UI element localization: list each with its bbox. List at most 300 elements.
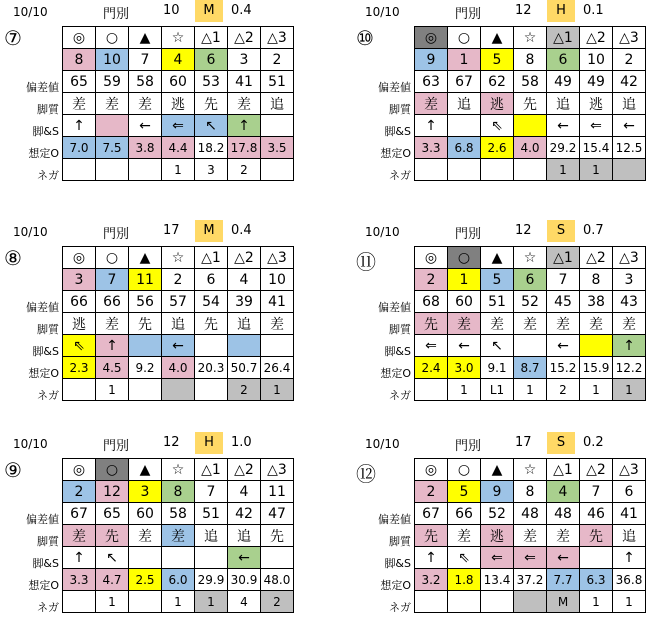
prediction-grid	[62, 458, 294, 613]
race-date: 10/10	[13, 437, 48, 451]
row-label: 想定O	[380, 579, 411, 592]
mark-row	[415, 247, 646, 269]
grid-cell: 3.8	[129, 137, 162, 159]
grid-cell: ☆	[162, 247, 195, 269]
grid-cell: 8.7	[514, 357, 547, 379]
grid-cell: 13.4	[481, 569, 514, 591]
grid-cell: 9.2	[129, 357, 162, 379]
grid-cell: 48	[547, 503, 580, 525]
grid-cell: 8	[580, 269, 613, 291]
grid-cell: 42	[613, 71, 646, 93]
grid-cell: 65	[96, 503, 129, 525]
grid-cell: 51	[195, 503, 228, 525]
grid-cell: ←	[547, 547, 580, 569]
grid-cell: ☆	[514, 459, 547, 481]
grid-cell: 先	[415, 313, 448, 335]
grid-cell: 6	[195, 269, 228, 291]
grid-cell: 1	[514, 379, 547, 401]
race-number: ⑪	[356, 250, 376, 274]
grid-cell: 9	[415, 49, 448, 71]
prediction-grid	[414, 246, 646, 401]
runner-count: 17	[163, 223, 180, 238]
race-panel	[2, 0, 322, 200]
grid-cell: ☆	[162, 27, 195, 49]
grid-cell: △2	[228, 27, 261, 49]
negative-row	[415, 591, 646, 613]
race-date: 10/10	[13, 225, 48, 239]
race-date: 10/10	[365, 225, 400, 239]
grid-cell: ↖	[195, 115, 228, 137]
grid-cell: 8	[514, 49, 547, 71]
grid-cell: 差	[580, 313, 613, 335]
grid-cell	[195, 335, 228, 357]
row-label: ネガ	[37, 389, 59, 402]
grid-cell: 1	[448, 49, 481, 71]
arrow-row	[63, 335, 294, 357]
grid-cell: 2	[415, 481, 448, 503]
venue-name: 門別	[455, 439, 482, 454]
row-label: 想定O	[380, 367, 411, 380]
horse-number-row	[415, 481, 646, 503]
index-value: 0.1	[583, 3, 604, 18]
grid-cell: 7	[129, 49, 162, 71]
grid-cell: 2	[162, 269, 195, 291]
odds-row	[63, 137, 294, 159]
grid-cell: 差	[228, 93, 261, 115]
grid-cell: L1	[481, 379, 514, 401]
class-badge: M	[195, 0, 223, 22]
grid-cell: 57	[162, 291, 195, 313]
grid-cell: △1	[195, 459, 228, 481]
grid-cell: △1	[547, 247, 580, 269]
grid-cell: 4	[228, 481, 261, 503]
panel-header	[354, 220, 662, 242]
grid-cell: 追	[228, 313, 261, 335]
grid-cell	[448, 115, 481, 137]
grid-cell: 逃	[580, 93, 613, 115]
grid-cell: 1	[195, 591, 228, 613]
row-labels	[354, 77, 414, 187]
running-style-row	[415, 313, 646, 335]
score-row	[415, 291, 646, 313]
mark-row	[415, 459, 646, 481]
row-label: 想定O	[380, 147, 411, 160]
grid-cell: △1	[547, 459, 580, 481]
grid-cell: 68	[415, 291, 448, 313]
odds-row	[63, 569, 294, 591]
mark-row	[63, 27, 294, 49]
grid-cell: 48	[514, 503, 547, 525]
grid-cell: ◎	[415, 27, 448, 49]
grid-cell: 追	[162, 313, 195, 335]
negative-row	[63, 159, 294, 181]
grid-cell: 42	[228, 503, 261, 525]
race-date: 10/10	[365, 437, 400, 451]
grid-cell	[96, 115, 129, 137]
runner-count: 12	[163, 435, 180, 450]
grid-cell: 1	[448, 379, 481, 401]
arrow-row	[63, 115, 294, 137]
grid-cell: 1	[613, 379, 646, 401]
grid-cell: 7.7	[547, 569, 580, 591]
grid-cell: △2	[580, 247, 613, 269]
grid-cell	[129, 547, 162, 569]
grid-cell: ◎	[415, 247, 448, 269]
grid-cell	[162, 379, 195, 401]
grid-cell: 2	[415, 269, 448, 291]
grid-cell: 15.9	[580, 357, 613, 379]
horse-number-row	[63, 269, 294, 291]
grid-cell: 8	[63, 49, 96, 71]
race-number: ⑫	[356, 462, 376, 486]
score-row	[63, 71, 294, 93]
grid-cell	[613, 159, 646, 181]
grid-cell: 差	[448, 313, 481, 335]
grid-cell: 3	[228, 49, 261, 71]
running-style-row	[63, 525, 294, 547]
grid-cell: ⇖	[63, 335, 96, 357]
grid-cell: ○	[448, 27, 481, 49]
grid-cell: 先	[195, 313, 228, 335]
row-labels	[2, 77, 62, 187]
grid-cell: 差	[129, 525, 162, 547]
grid-cell: 2.6	[481, 137, 514, 159]
grid-cell: 53	[195, 71, 228, 93]
grid-cell: 差	[63, 525, 96, 547]
grid-cell: 追	[228, 525, 261, 547]
grid-cell: 4.0	[162, 357, 195, 379]
grid-cell: 3	[63, 269, 96, 291]
grid-cell: ⇖	[481, 115, 514, 137]
grid-cell	[261, 335, 294, 357]
grid-cell: 2.4	[415, 357, 448, 379]
grid-cell: 66	[63, 291, 96, 313]
running-style-row	[63, 93, 294, 115]
venue-name: 門別	[103, 439, 130, 454]
grid-cell: 51	[481, 291, 514, 313]
row-labels	[2, 297, 62, 407]
grid-cell: 1	[261, 379, 294, 401]
grid-cell: 差	[613, 313, 646, 335]
grid-cell	[481, 159, 514, 181]
row-label: 脚&S	[384, 557, 411, 570]
class-badge: H	[195, 432, 223, 454]
grid-cell: 差	[129, 93, 162, 115]
grid-cell: △3	[261, 247, 294, 269]
grid-cell: ↑	[63, 547, 96, 569]
grid-cell: 5	[448, 481, 481, 503]
row-label: 偏差値	[378, 513, 411, 526]
grid-cell: 39	[228, 291, 261, 313]
grid-cell: 差	[481, 313, 514, 335]
grid-cell: 1	[96, 591, 129, 613]
grid-cell: 60	[129, 503, 162, 525]
grid-cell: 6.3	[580, 569, 613, 591]
row-label: 脚&S	[32, 125, 59, 138]
panel-header	[354, 0, 662, 22]
runner-count: 12	[515, 3, 532, 18]
grid-cell: 2	[613, 49, 646, 71]
row-label: 偏差値	[26, 81, 59, 94]
grid-cell: M	[547, 591, 580, 613]
horse-number-row	[63, 49, 294, 71]
arrow-row	[415, 547, 646, 569]
grid-cell: 7	[547, 269, 580, 291]
runner-count: 12	[515, 223, 532, 238]
race-number: ⑦	[4, 26, 22, 50]
grid-cell: ⇐	[580, 115, 613, 137]
grid-cell: 10	[580, 49, 613, 71]
grid-cell: 15.2	[547, 357, 580, 379]
grid-cell	[448, 591, 481, 613]
grid-cell: 12	[96, 481, 129, 503]
race-number: ⑩	[356, 26, 374, 50]
grid-cell: ◎	[415, 459, 448, 481]
grid-cell: ←	[613, 115, 646, 137]
grid-cell: 1	[580, 379, 613, 401]
grid-cell: 10	[261, 269, 294, 291]
grid-cell: ↑	[415, 115, 448, 137]
row-label: ネガ	[389, 601, 411, 614]
index-value: 0.4	[231, 223, 252, 238]
row-label: 脚質	[37, 103, 59, 116]
grid-cell: 4.5	[96, 357, 129, 379]
grid-cell	[261, 547, 294, 569]
grid-cell: 4.4	[162, 137, 195, 159]
score-row	[63, 291, 294, 313]
grid-cell: 12.2	[613, 357, 646, 379]
grid-cell: ☆	[162, 459, 195, 481]
grid-cell: 66	[96, 291, 129, 313]
grid-cell: ⇐	[514, 547, 547, 569]
grid-cell: △1	[195, 247, 228, 269]
odds-row	[415, 137, 646, 159]
venue-name: 門別	[455, 227, 482, 242]
grid-cell	[129, 591, 162, 613]
grid-cell: 7	[580, 481, 613, 503]
grid-cell: 59	[96, 71, 129, 93]
grid-cell: △1	[547, 27, 580, 49]
panel-header	[354, 432, 662, 454]
grid-cell: 58	[514, 71, 547, 93]
grid-cell: ▲	[129, 27, 162, 49]
grid-cell: 差	[514, 525, 547, 547]
grid-cell: 3.3	[415, 137, 448, 159]
grid-cell: ↑	[228, 115, 261, 137]
grid-cell	[195, 379, 228, 401]
grid-cell: 2	[228, 159, 261, 181]
grid-cell: 先	[96, 525, 129, 547]
race-panel	[2, 220, 322, 420]
grid-cell: △2	[228, 459, 261, 481]
grid-cell: 36.8	[613, 569, 646, 591]
grid-cell: 56	[129, 291, 162, 313]
race-number: ⑧	[4, 246, 22, 270]
row-label: 脚質	[389, 535, 411, 548]
row-label: ネガ	[37, 601, 59, 614]
grid-cell	[415, 379, 448, 401]
row-label: 想定O	[28, 147, 59, 160]
grid-cell: 18.2	[195, 137, 228, 159]
grid-cell: ○	[96, 459, 129, 481]
grid-cell: 1	[547, 159, 580, 181]
grid-cell: 9.1	[481, 357, 514, 379]
grid-cell: 52	[481, 503, 514, 525]
grid-cell: ←	[547, 335, 580, 357]
race-date: 10/10	[13, 5, 48, 19]
grid-cell	[96, 159, 129, 181]
grid-cell: 54	[195, 291, 228, 313]
grid-cell: 8	[514, 481, 547, 503]
row-labels	[354, 509, 414, 619]
grid-cell: 4.7	[96, 569, 129, 591]
grid-cell: 67	[448, 71, 481, 93]
grid-cell: 62	[481, 71, 514, 93]
running-style-row	[63, 313, 294, 335]
grid-cell: 6	[613, 481, 646, 503]
race-date: 10/10	[365, 5, 400, 19]
grid-cell	[514, 591, 547, 613]
grid-cell: 3.0	[448, 357, 481, 379]
negative-row	[63, 591, 294, 613]
grid-cell: △1	[195, 27, 228, 49]
grid-cell: 9	[481, 481, 514, 503]
grid-cell	[195, 547, 228, 569]
grid-cell: 3	[195, 159, 228, 181]
grid-cell: 8	[162, 481, 195, 503]
panel-header	[2, 220, 322, 242]
index-value: 0.2	[583, 435, 604, 450]
grid-cell: 逃	[481, 525, 514, 547]
grid-cell: 差	[261, 313, 294, 335]
grid-cell: 11	[129, 269, 162, 291]
grid-cell: 6.8	[448, 137, 481, 159]
grid-cell: ○	[96, 27, 129, 49]
row-labels	[354, 297, 414, 407]
grid-cell	[448, 159, 481, 181]
grid-cell: ▲	[481, 247, 514, 269]
arrow-row	[415, 115, 646, 137]
row-label: 想定O	[28, 579, 59, 592]
grid-cell	[514, 159, 547, 181]
grid-cell: ▲	[481, 27, 514, 49]
grid-cell: 3	[129, 481, 162, 503]
grid-cell: △3	[261, 459, 294, 481]
row-label: 脚&S	[384, 345, 411, 358]
grid-cell: ◎	[63, 247, 96, 269]
index-value: 1.0	[231, 435, 252, 450]
grid-cell: 2	[228, 379, 261, 401]
grid-cell: 先	[514, 93, 547, 115]
horse-number-row	[63, 481, 294, 503]
grid-cell: ↖	[96, 547, 129, 569]
grid-cell: ←	[129, 115, 162, 137]
grid-cell: 17.8	[228, 137, 261, 159]
horse-number-row	[415, 269, 646, 291]
grid-cell: 2.5	[129, 569, 162, 591]
grid-cell: 差	[96, 313, 129, 335]
grid-cell: 47	[261, 503, 294, 525]
grid-cell: 追	[547, 93, 580, 115]
grid-cell: 58	[162, 503, 195, 525]
grid-cell: 追	[448, 93, 481, 115]
grid-cell: 差	[514, 313, 547, 335]
runner-count: 17	[515, 435, 532, 450]
grid-cell: ↑	[415, 547, 448, 569]
prediction-grid	[62, 26, 294, 181]
grid-cell: ←	[448, 335, 481, 357]
grid-cell: 6.0	[162, 569, 195, 591]
grid-cell: 60	[448, 291, 481, 313]
running-style-row	[415, 525, 646, 547]
venue-name: 門別	[103, 227, 130, 242]
grid-cell: 37.2	[514, 569, 547, 591]
race-panel	[2, 432, 322, 632]
grid-cell: ↑	[96, 335, 129, 357]
grid-cell: 11	[261, 481, 294, 503]
negative-row	[415, 159, 646, 181]
class-badge: S	[547, 220, 575, 242]
mark-row	[415, 27, 646, 49]
grid-cell: 43	[613, 291, 646, 313]
grid-cell: 7	[96, 269, 129, 291]
row-label: 想定O	[28, 367, 59, 380]
grid-cell: 1.8	[448, 569, 481, 591]
grid-cell: △3	[613, 247, 646, 269]
panel-header	[2, 432, 322, 454]
row-label: ネガ	[389, 389, 411, 402]
grid-cell: 5	[481, 269, 514, 291]
grid-cell: 差	[96, 93, 129, 115]
grid-cell: 5	[481, 49, 514, 71]
race-panel	[354, 220, 662, 420]
grid-cell: 29.2	[547, 137, 580, 159]
grid-cell: ←	[228, 547, 261, 569]
grid-cell: 1	[580, 159, 613, 181]
grid-cell: ⇐	[415, 335, 448, 357]
grid-cell	[580, 547, 613, 569]
grid-cell: 20.3	[195, 357, 228, 379]
index-value: 0.4	[231, 3, 252, 18]
grid-cell: ▲	[129, 459, 162, 481]
grid-cell: 65	[63, 71, 96, 93]
grid-cell: 38	[580, 291, 613, 313]
row-label: 偏差値	[26, 301, 59, 314]
grid-cell: 2	[63, 481, 96, 503]
grid-cell: 49	[580, 71, 613, 93]
grid-cell: ○	[96, 247, 129, 269]
grid-cell: 差	[547, 525, 580, 547]
grid-cell: 10	[96, 49, 129, 71]
grid-cell: ⇐	[481, 547, 514, 569]
grid-cell: ↑	[613, 335, 646, 357]
venue-name: 門別	[455, 7, 482, 22]
prediction-grid	[414, 26, 646, 181]
runner-count: 10	[163, 3, 180, 18]
grid-cell: 48.0	[261, 569, 294, 591]
grid-cell: 差	[448, 525, 481, 547]
row-label: 脚&S	[384, 125, 411, 138]
grid-cell	[261, 159, 294, 181]
grid-cell: 1	[448, 269, 481, 291]
grid-cell	[129, 159, 162, 181]
grid-cell: 差	[63, 93, 96, 115]
grid-cell: 4	[162, 49, 195, 71]
grid-cell	[415, 159, 448, 181]
grid-cell: 先	[580, 525, 613, 547]
race-panel	[354, 0, 662, 200]
grid-cell: ☆	[514, 27, 547, 49]
